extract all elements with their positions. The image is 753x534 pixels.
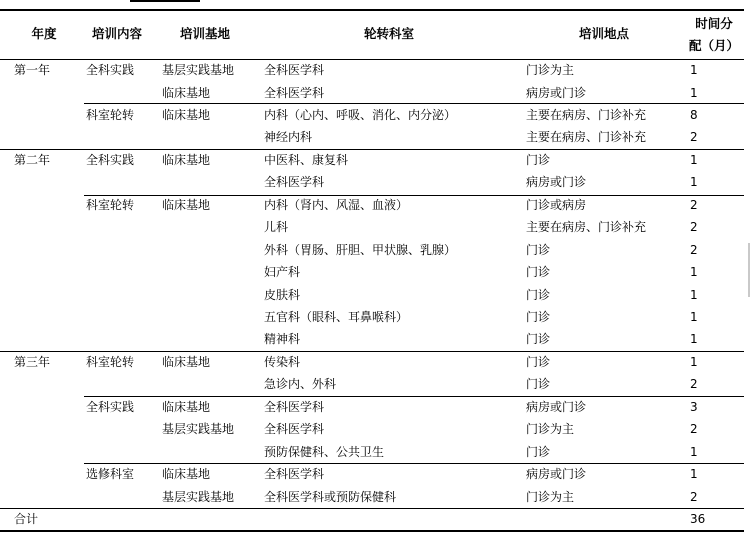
cell-location: 门诊 [526, 309, 551, 324]
header-base: 培训基地 [179, 26, 230, 41]
header-time-line1: 时间分 [695, 16, 733, 31]
cell-months: 1 [690, 444, 698, 459]
header-bottom-rule [0, 59, 744, 60]
cell-months: 1 [690, 309, 698, 324]
total-months: 36 [690, 512, 706, 526]
cell-dept: 精神科 [264, 332, 301, 347]
cell-months: 1 [690, 152, 698, 167]
cell-base: 临床基地 [162, 152, 211, 167]
cell-months: 2 [690, 130, 698, 145]
cell-dept: 全科医学科 [264, 399, 325, 414]
cell-year: 第二年 [14, 152, 51, 167]
separator-year1-year2 [0, 149, 744, 150]
cell-location: 门诊 [526, 354, 551, 369]
table-top-rule [0, 9, 744, 11]
cell-location: 病房或门诊 [526, 85, 587, 100]
cell-location: 主要在病房、门诊补充 [526, 130, 647, 145]
side-edge-marker [748, 243, 750, 297]
cell-dept: 传染科 [264, 354, 301, 369]
cell-base: 临床基地 [162, 467, 211, 482]
cell-dept: 全科医学科或预防保健科 [264, 489, 397, 504]
cell-months: 2 [690, 422, 698, 437]
cell-base: 临床基地 [162, 354, 211, 369]
cell-base: 基层实践基地 [162, 422, 235, 437]
header-year: 年度 [31, 26, 57, 41]
cell-dept: 外科（胃肠、肝胆、甲状腺、乳腺） [264, 242, 457, 257]
cell-location: 门诊 [526, 287, 551, 302]
cell-base: 临床基地 [162, 197, 211, 212]
cell-dept: 全科医学科 [264, 85, 325, 100]
cell-months: 8 [690, 107, 698, 122]
cell-months: 1 [690, 354, 698, 369]
cell-months: 2 [690, 197, 698, 212]
cell-dept: 全科医学科 [264, 175, 325, 190]
cell-year: 第一年 [14, 63, 51, 77]
cell-content: 全科实践 [86, 63, 135, 77]
cell-months: 1 [690, 63, 698, 77]
separator-year3-content1 [84, 396, 744, 397]
cell-location: 门诊为主 [526, 422, 575, 437]
separator-year2-content1 [84, 195, 744, 196]
cell-dept: 内科（肾内、风湿、血液） [264, 197, 409, 212]
separator-year3-content2 [84, 463, 744, 464]
cell-location: 门诊为主 [526, 489, 575, 504]
cell-year: 第三年 [14, 354, 51, 369]
table-bottom-rule [0, 530, 744, 532]
cell-months: 1 [690, 175, 698, 190]
cell-dept: 妇产科 [264, 265, 301, 279]
cell-location: 门诊 [526, 152, 551, 167]
cell-dept: 全科医学科 [264, 467, 325, 482]
cell-location: 门诊 [526, 265, 551, 279]
cell-dept: 急诊内、外科 [264, 377, 337, 392]
cell-dept: 皮肤科 [264, 287, 301, 302]
cell-months: 1 [690, 287, 698, 302]
cell-content: 科室轮转 [86, 197, 135, 212]
cell-content: 全科实践 [86, 399, 135, 414]
cell-dept: 全科医学科 [264, 63, 325, 77]
cell-content: 科室轮转 [86, 354, 135, 369]
cell-location: 主要在病房、门诊补充 [526, 220, 647, 235]
cell-months: 1 [690, 265, 698, 279]
cell-months: 1 [690, 85, 698, 100]
cell-dept: 内科（心内、呼吸、消化、内分泌） [264, 107, 457, 122]
cell-dept: 中医科、康复科 [264, 152, 349, 167]
cell-dept: 预防保健科、公共卫生 [264, 444, 385, 459]
separator-total [0, 508, 744, 509]
cell-months: 3 [690, 399, 698, 414]
header-content: 培训内容 [91, 26, 142, 41]
separator-year1-content1 [84, 103, 744, 104]
cell-months: 2 [690, 377, 698, 392]
cell-location: 门诊 [526, 377, 551, 392]
cell-location: 门诊 [526, 332, 551, 347]
cell-months: 2 [690, 242, 698, 257]
cell-base: 临床基地 [162, 107, 211, 122]
cell-content: 选修科室 [86, 467, 135, 482]
cell-months: 1 [690, 467, 698, 482]
header-time-line2: 配（月） [688, 38, 739, 53]
header-dept: 轮转科室 [363, 26, 414, 41]
cell-dept: 五官科（眼科、耳鼻喉科） [264, 309, 409, 324]
cell-base: 临床基地 [162, 85, 211, 100]
cell-months: 1 [690, 332, 698, 347]
cell-location: 主要在病房、门诊补充 [526, 107, 647, 122]
total-label: 合计 [14, 512, 39, 526]
cell-location: 病房或门诊 [526, 175, 587, 190]
cell-base: 基层实践基地 [162, 489, 235, 504]
cell-location: 门诊为主 [526, 63, 575, 77]
cell-dept: 儿科 [264, 220, 289, 235]
cell-location: 病房或门诊 [526, 467, 587, 482]
cell-months: 2 [690, 489, 698, 504]
cell-content: 全科实践 [86, 152, 135, 167]
separator-year2-year3 [0, 351, 744, 352]
cell-dept: 全科医学科 [264, 422, 325, 437]
cell-base: 临床基地 [162, 399, 211, 414]
cell-location: 门诊或病房 [526, 197, 587, 212]
cell-months: 2 [690, 220, 698, 235]
cell-location: 病房或门诊 [526, 399, 587, 414]
cell-location: 门诊 [526, 444, 551, 459]
cell-content: 科室轮转 [86, 107, 135, 122]
cell-dept: 神经内科 [264, 130, 313, 145]
top-rule-fragment [130, 0, 200, 2]
header-location: 培训地点 [578, 26, 629, 41]
cell-location: 门诊 [526, 242, 551, 257]
cell-base: 基层实践基地 [162, 63, 235, 77]
